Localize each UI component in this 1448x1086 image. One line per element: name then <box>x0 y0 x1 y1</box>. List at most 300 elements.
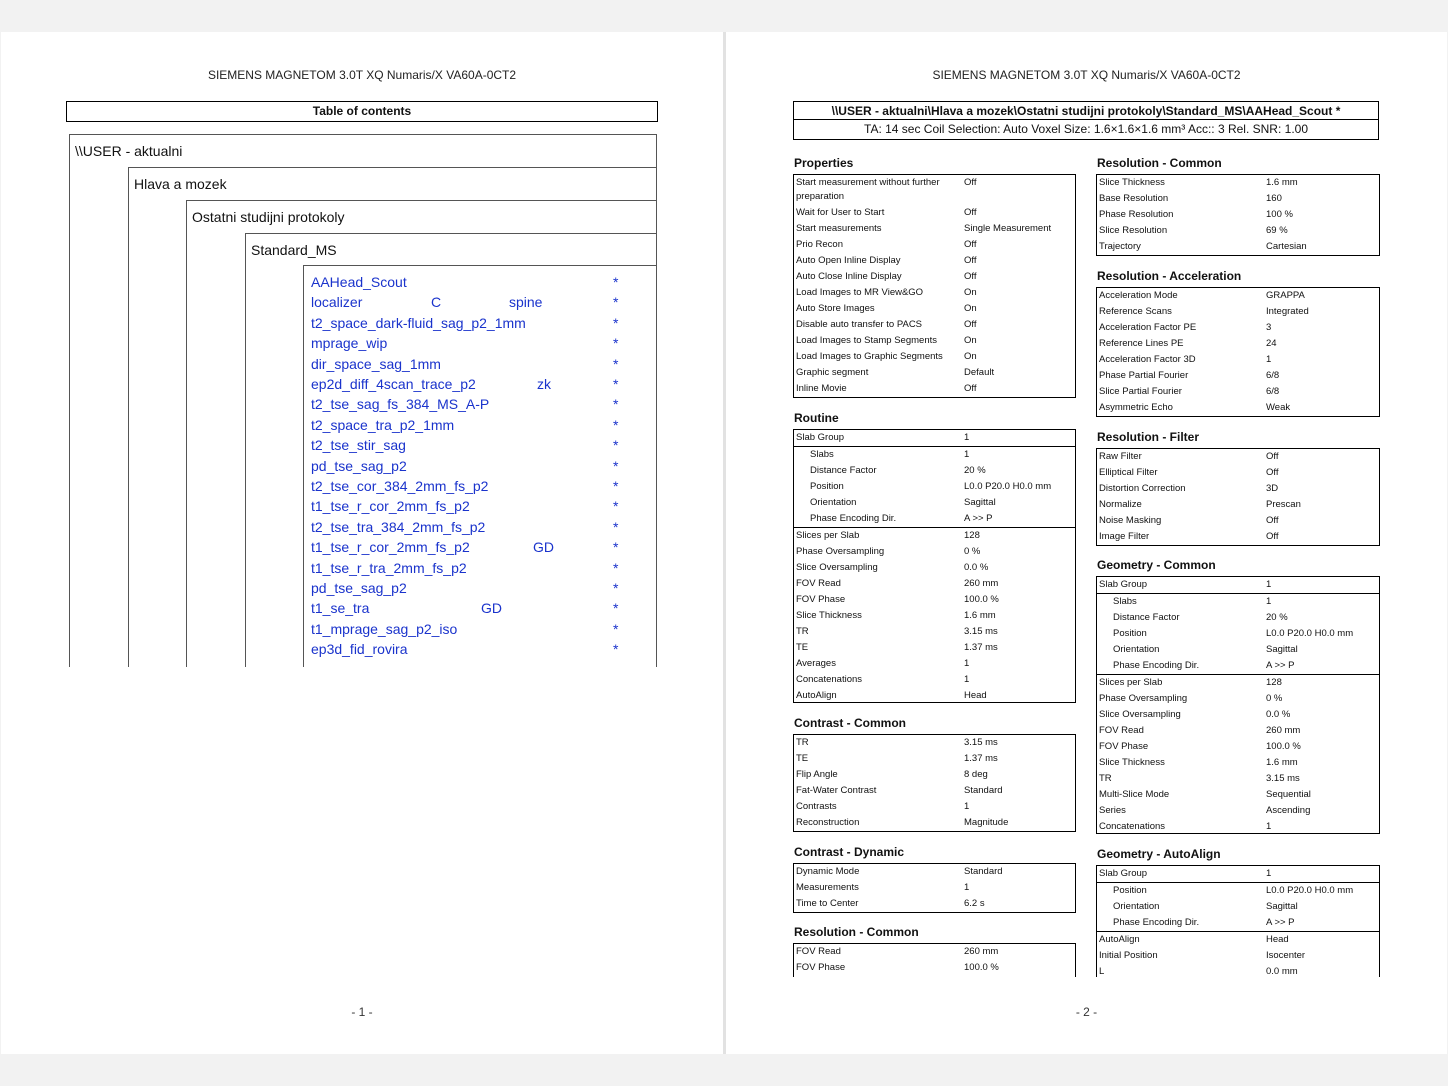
param-label: Phase Encoding Dir. <box>1113 917 1200 928</box>
param-label: Prio Recon <box>796 239 843 250</box>
param-label: Graphic segment <box>796 367 869 378</box>
param-row <box>794 576 1075 592</box>
param-label: Auto Store Images <box>796 303 875 314</box>
param-label: FOV Phase <box>796 594 846 605</box>
param-label: FOV Phase <box>1099 741 1149 752</box>
toc-entry-name[interactable]: t2_tse_stir_sag <box>311 437 406 454</box>
toc-entry-name[interactable]: ep2d_diff_4scan_trace_p2 <box>311 376 476 392</box>
toc-entry-star: * <box>613 294 619 311</box>
toc-entry-star: * <box>613 539 619 556</box>
param-row <box>1097 964 1379 977</box>
protocol-path: \\USER - aktualni\Hlava a mozek\Ostatni studijni protokoly\Standard_MS\AAHead_Scout * <box>793 101 1379 120</box>
param-value: 6.2 s <box>964 898 985 909</box>
param-row <box>1097 642 1379 658</box>
param-value: 1 <box>1266 579 1272 590</box>
param-row <box>794 815 1075 831</box>
toc-entry-star: * <box>613 376 619 392</box>
param-row <box>1097 819 1379 834</box>
param-label: Noise Masking <box>1099 515 1162 526</box>
param-label: Orientation <box>810 497 857 508</box>
param-row <box>1097 175 1379 191</box>
param-value: Sagittal <box>964 497 996 508</box>
param-row <box>794 767 1075 783</box>
param-row <box>794 511 1075 527</box>
param-label: Wait for User to Start <box>796 207 885 218</box>
param-label: TR <box>796 737 809 748</box>
toc-entry-name[interactable]: mprage_wip <box>311 335 388 352</box>
param-value: 1.37 ms <box>964 642 998 653</box>
param-row <box>1097 755 1379 771</box>
toc-entry[interactable] <box>311 641 621 661</box>
param-row <box>1097 723 1379 739</box>
param-row <box>794 944 1075 960</box>
param-label: Reference Scans <box>1099 306 1172 317</box>
param-value: 8 deg <box>964 769 988 780</box>
toc-entry[interactable] <box>311 294 621 314</box>
param-row <box>794 175 1075 205</box>
param-row <box>794 495 1075 511</box>
param-label: Inline Movie <box>796 383 847 394</box>
param-label: Concatenations <box>1099 821 1166 832</box>
table-contrast-common <box>793 734 1076 832</box>
param-value: 1 <box>1266 354 1272 365</box>
toc-entry[interactable] <box>311 621 621 641</box>
toc-entry-star: * <box>613 580 619 596</box>
param-value: 1 <box>1266 821 1272 832</box>
toc-level-label[interactable]: Hlava a mozek <box>134 176 227 192</box>
param-value: Off <box>964 239 977 250</box>
param-label: Slices per Slab <box>796 530 860 541</box>
toc-entry-name[interactable]: t1_tse_r_tra_2mm_fs_p2 <box>311 559 467 576</box>
param-value: 1.6 mm <box>964 610 996 621</box>
toc-entry[interactable] <box>311 458 621 478</box>
param-label: Slice Thickness <box>1099 757 1165 768</box>
param-row <box>1097 899 1379 915</box>
param-label: Initial Position <box>1099 950 1158 961</box>
param-value: 3.15 ms <box>1266 773 1300 784</box>
param-value: 1 <box>964 674 970 685</box>
param-value: Head <box>1266 934 1289 945</box>
param-row <box>1097 288 1379 304</box>
param-value: Off <box>1266 451 1279 462</box>
toc-entry-star: * <box>613 498 619 515</box>
toc-protocol-list <box>303 265 657 667</box>
toc-entry-name[interactable]: t2_space_dark-fluid_sag_p2_1mm <box>311 314 526 331</box>
param-row <box>1097 691 1379 707</box>
toc-entry[interactable] <box>311 356 621 376</box>
param-row <box>794 317 1075 333</box>
param-value: Sagittal <box>1266 901 1298 912</box>
param-label: Concatenations <box>796 674 863 685</box>
toc-entry-star: * <box>613 396 619 413</box>
param-row <box>1097 626 1379 642</box>
param-label: Position <box>1113 885 1147 896</box>
param-row <box>794 688 1075 703</box>
param-value: Head <box>964 690 987 701</box>
param-label: Phase Encoding Dir. <box>1113 660 1200 671</box>
param-value: 100.0 % <box>964 962 999 973</box>
param-row <box>1097 352 1379 368</box>
table-resolution-filter <box>1096 448 1380 546</box>
param-label: Trajectory <box>1099 241 1141 252</box>
param-value: Standard <box>964 785 1003 796</box>
toc-level-label[interactable]: Standard_MS <box>251 242 337 258</box>
param-row <box>1097 866 1379 882</box>
param-row <box>794 624 1075 640</box>
section-title-routine: Routine <box>794 411 839 425</box>
toc-entry-name[interactable]: localizer <box>311 294 363 311</box>
param-row <box>1097 529 1379 545</box>
param-value: Weak <box>1266 402 1291 413</box>
param-row <box>1097 481 1379 497</box>
toc-entry[interactable] <box>311 335 621 355</box>
toc-entry[interactable] <box>311 396 621 416</box>
page-header: SIEMENS MAGNETOM 3.0T XQ Numaris/X VA60A-0CT2 <box>207 68 517 82</box>
toc-entry-name[interactable]: t2_tse_tra_384_2mm_fs_p2 <box>311 518 486 535</box>
param-label: Load Images to MR View&GO <box>796 287 924 298</box>
toc-entry-name[interactable]: t1_se_tra <box>311 600 370 617</box>
param-row <box>1097 577 1379 593</box>
param-label: L <box>1099 966 1105 977</box>
toc-entry-name[interactable]: AAHead_Scout <box>311 274 407 290</box>
toc-entry[interactable] <box>311 437 621 457</box>
param-row <box>1097 368 1379 384</box>
toc-entry-name[interactable]: pd_tse_sag_p2 <box>311 580 407 596</box>
param-label: FOV Read <box>1099 725 1144 736</box>
param-row <box>794 544 1075 560</box>
param-label: Phase Partial Fourier <box>1099 370 1189 381</box>
param-value: 6/8 <box>1266 370 1280 381</box>
table-contrast-dynamic <box>793 863 1076 913</box>
param-row <box>794 205 1075 221</box>
param-value: L0.0 P20.0 H0.0 mm <box>964 481 1052 492</box>
param-row <box>1097 593 1379 610</box>
param-label: Auto Open Inline Display <box>796 255 901 266</box>
param-row <box>794 446 1075 463</box>
param-label: FOV Phase <box>796 962 846 973</box>
param-label: Normalize <box>1099 499 1142 510</box>
toc-entry[interactable] <box>311 376 621 396</box>
param-label: Position <box>1113 628 1147 639</box>
param-row <box>1097 465 1379 481</box>
param-value: 1 <box>964 882 970 893</box>
section-title-properties: Properties <box>794 156 854 170</box>
param-value: 1 <box>1266 868 1272 879</box>
param-label: Reference Lines PE <box>1099 338 1184 349</box>
param-row <box>1097 207 1379 223</box>
param-value: Off <box>964 319 977 330</box>
param-label: TE <box>796 642 809 653</box>
param-row <box>1097 239 1379 255</box>
param-label: Start measurement without further preparation <box>796 177 940 202</box>
table-geometry-common <box>1096 576 1380 834</box>
param-row <box>1097 497 1379 513</box>
param-value: 3 <box>1266 322 1272 333</box>
param-label: Slabs <box>810 449 834 460</box>
param-row <box>1097 449 1379 465</box>
param-row <box>794 672 1075 688</box>
param-row <box>1097 787 1379 803</box>
param-value: 260 mm <box>964 578 999 589</box>
table-resolution-acceleration <box>1096 287 1380 417</box>
protocol-info: TA: 14 sec Coil Selection: Auto Voxel Size: 1.6×1.6×1.6 mm³ Acc:: 3 Rel. SNR: 1.00 <box>793 120 1379 140</box>
toc-entry-note: GD <box>481 600 502 617</box>
param-value: Isocenter <box>1266 950 1306 961</box>
param-row <box>1097 336 1379 352</box>
toc-entry-name[interactable]: t2_space_tra_p2_1mm <box>311 416 455 433</box>
param-value: 0.0 % <box>1266 709 1291 720</box>
param-value: Prescan <box>1266 499 1301 510</box>
param-value: 6/8 <box>1266 386 1280 397</box>
toc-entry[interactable] <box>311 417 621 437</box>
toc-entry-note: spine <box>509 294 543 311</box>
param-value: 260 mm <box>964 946 999 957</box>
param-value: Sagittal <box>1266 644 1298 655</box>
toc-entry[interactable] <box>311 580 621 600</box>
toc-entry[interactable] <box>311 539 621 559</box>
param-label: Measurements <box>796 882 859 893</box>
page-number: - 2 - <box>1075 1005 1098 1019</box>
toc-title: Table of contents <box>66 101 658 122</box>
param-row <box>794 592 1075 608</box>
param-value: 1 <box>964 801 970 812</box>
param-value: 1.37 ms <box>964 753 998 764</box>
param-value: A >> P <box>1266 660 1295 671</box>
section-title-resolution-common: Resolution - Common <box>1097 156 1222 170</box>
param-row <box>794 430 1075 446</box>
param-label: Slice Partial Fourier <box>1099 386 1182 397</box>
param-row <box>1097 400 1379 416</box>
param-value: Off <box>964 271 977 282</box>
toc-entry-name[interactable]: t1_tse_r_cor_2mm_fs_p2 <box>311 539 470 556</box>
section-title-geometry-common: Geometry - Common <box>1097 558 1216 572</box>
param-value: 100.0 % <box>964 594 999 605</box>
param-label: Asymmetric Echo <box>1099 402 1173 413</box>
param-value: 0 % <box>1266 693 1283 704</box>
param-row <box>1097 304 1379 320</box>
param-label: Reconstruction <box>796 817 860 828</box>
param-value: 3.15 ms <box>964 626 998 637</box>
param-value: 20 % <box>964 465 986 476</box>
toc-entry[interactable] <box>311 478 621 498</box>
toc-entry-name[interactable]: t2_tse_sag_fs_384_MS_A-P <box>311 396 490 413</box>
param-value: 1 <box>964 432 970 443</box>
table-routine <box>793 429 1076 703</box>
param-row <box>1097 384 1379 400</box>
param-label: Flip Angle <box>796 769 838 780</box>
param-value: A >> P <box>1266 917 1295 928</box>
toc-entry-star: * <box>613 641 619 658</box>
page-header: SIEMENS MAGNETOM 3.0T XQ Numaris/X VA60A-0CT2 <box>932 68 1241 82</box>
param-label: TE <box>796 753 809 764</box>
param-value: Off <box>1266 467 1279 478</box>
param-row <box>1097 320 1379 336</box>
param-row <box>794 735 1075 751</box>
param-row <box>794 285 1075 301</box>
toc-entry-star: * <box>613 437 619 454</box>
param-row <box>794 253 1075 269</box>
param-row <box>794 751 1075 767</box>
param-row <box>1097 674 1379 691</box>
param-label: Base Resolution <box>1099 193 1169 204</box>
param-label: Disable auto transfer to PACS <box>796 319 923 330</box>
param-label: Fat-Water Contrast <box>796 785 877 796</box>
param-label: Series <box>1099 805 1126 816</box>
param-value: Off <box>964 177 977 188</box>
param-row <box>1097 882 1379 899</box>
param-value: 3.15 ms <box>964 737 998 748</box>
toc-entry-note: C <box>431 294 442 311</box>
param-label: AutoAlign <box>796 690 837 701</box>
param-value: 69 % <box>1266 225 1288 236</box>
param-row <box>794 640 1075 656</box>
param-label: Slice Thickness <box>796 610 862 621</box>
param-value: 24 <box>1266 338 1277 349</box>
toc-entry[interactable] <box>311 600 621 620</box>
param-label: Load Images to Graphic Segments <box>796 351 943 362</box>
toc-entry-note: GD <box>533 539 554 556</box>
toc-entry-star: * <box>613 620 619 637</box>
param-label: Orientation <box>1113 644 1160 655</box>
toc-entry-name[interactable]: t2_tse_cor_384_2mm_fs_p2 <box>311 478 489 494</box>
param-value: 1 <box>1266 596 1272 607</box>
param-row <box>794 608 1075 624</box>
param-row <box>794 301 1075 317</box>
param-value: 160 <box>1266 193 1282 204</box>
param-row <box>794 656 1075 672</box>
param-label: Slab Group <box>796 432 845 443</box>
param-label: Dynamic Mode <box>796 866 860 877</box>
toc-entry-name[interactable]: t1_mprage_sag_p2_iso <box>311 620 458 637</box>
toc-entry-star: * <box>613 559 619 576</box>
param-label: Raw Filter <box>1099 451 1142 462</box>
section-title-contrast-common: Contrast - Common <box>794 716 906 730</box>
param-row <box>794 864 1075 880</box>
param-label: Orientation <box>1113 901 1160 912</box>
param-value: 1 <box>964 449 970 460</box>
param-value: 260 mm <box>1266 725 1301 736</box>
param-value: Standard <box>964 866 1003 877</box>
table-properties <box>793 174 1076 398</box>
toc-entry-name[interactable]: ep3d_fid_rovira <box>311 641 408 658</box>
param-row <box>1097 931 1379 948</box>
toc-entry-star: * <box>613 600 619 617</box>
param-value: On <box>964 287 977 298</box>
toc-entry-star: * <box>613 335 619 352</box>
param-row <box>1097 739 1379 755</box>
param-label: Start measurements <box>796 223 882 234</box>
param-label: Load Images to Stamp Segments <box>796 335 937 346</box>
toc-entry[interactable] <box>311 498 621 518</box>
table-resolution-common-left <box>793 943 1076 977</box>
param-label: Slabs <box>1113 596 1137 607</box>
param-value: Off <box>964 207 977 218</box>
param-value: On <box>964 335 977 346</box>
toc-entry-name[interactable]: pd_tse_sag_p2 <box>311 457 407 474</box>
table-resolution-common <box>1096 174 1380 256</box>
param-value: On <box>964 351 977 362</box>
param-value: 128 <box>1266 677 1282 688</box>
param-label: FOV Read <box>796 578 841 589</box>
param-label: Image Filter <box>1099 531 1150 542</box>
param-label: Auto Close Inline Display <box>796 271 902 282</box>
param-label: TR <box>796 626 809 637</box>
param-label: Slices per Slab <box>1099 677 1163 688</box>
param-label: TR <box>1099 773 1112 784</box>
param-value: L0.0 P20.0 H0.0 mm <box>1266 885 1354 896</box>
toc-entry[interactable] <box>311 519 621 539</box>
param-value: 128 <box>964 530 980 541</box>
param-value: GRAPPA <box>1266 290 1305 301</box>
toc-level-label[interactable]: \\USER - aktualni <box>75 143 183 159</box>
param-label: Phase Oversampling <box>1099 693 1188 704</box>
param-value: On <box>964 303 977 314</box>
param-row <box>794 560 1075 576</box>
toc-entry[interactable] <box>311 315 621 335</box>
param-value: Off <box>964 383 977 394</box>
param-row <box>794 463 1075 479</box>
page-1 <box>1 32 723 1054</box>
param-label: Averages <box>796 658 836 669</box>
section-title-geometry-autoalign: Geometry - AutoAlign <box>1097 847 1221 861</box>
param-row <box>1097 610 1379 626</box>
param-value: Cartesian <box>1266 241 1307 252</box>
param-label: Position <box>810 481 844 492</box>
param-row <box>794 333 1075 349</box>
param-value: 1 <box>964 658 970 669</box>
param-row <box>794 349 1075 365</box>
toc-entry-name[interactable]: dir_space_sag_1mm <box>311 355 441 372</box>
param-value: Single Measurement <box>964 223 1052 234</box>
toc-entry-star: * <box>613 355 619 372</box>
toc-entry-star: * <box>613 478 619 494</box>
param-row <box>1097 191 1379 207</box>
param-label: AutoAlign <box>1099 934 1140 945</box>
section-title-resolution-filter: Resolution - Filter <box>1097 430 1199 444</box>
param-label: Distortion Correction <box>1099 483 1186 494</box>
param-value: Ascending <box>1266 805 1311 816</box>
toc-level-label[interactable]: Ostatni studijni protokoly <box>192 209 345 225</box>
param-value: 100 % <box>1266 209 1293 220</box>
param-row <box>794 269 1075 285</box>
param-value: 20 % <box>1266 612 1288 623</box>
toc-entry-name[interactable]: t1_tse_r_cor_2mm_fs_p2 <box>311 498 470 515</box>
param-value: 1.6 mm <box>1266 757 1298 768</box>
param-label: Slice Oversampling <box>796 562 878 573</box>
toc-entry[interactable] <box>311 274 621 294</box>
param-label: Phase Oversampling <box>796 546 885 557</box>
param-row <box>794 221 1075 237</box>
param-row <box>1097 771 1379 787</box>
param-label: Phase Encoding Dir. <box>810 513 897 524</box>
param-value: Integrated <box>1266 306 1309 317</box>
param-row <box>1097 948 1379 964</box>
param-label: Slice Oversampling <box>1099 709 1181 720</box>
table-geometry-autoalign <box>1096 865 1380 977</box>
param-value: Sequential <box>1266 789 1311 800</box>
param-value: Off <box>1266 531 1279 542</box>
param-row <box>794 527 1075 544</box>
toc-entry-star: * <box>613 518 619 535</box>
param-row <box>794 237 1075 253</box>
param-row <box>794 880 1075 896</box>
param-row <box>1097 223 1379 239</box>
param-row <box>794 960 1075 976</box>
param-value: A >> P <box>964 513 993 524</box>
toc-entry[interactable] <box>311 560 621 580</box>
toc-entry-star: * <box>613 457 619 474</box>
section-title-resolution-common-left: Resolution - Common <box>794 925 919 939</box>
